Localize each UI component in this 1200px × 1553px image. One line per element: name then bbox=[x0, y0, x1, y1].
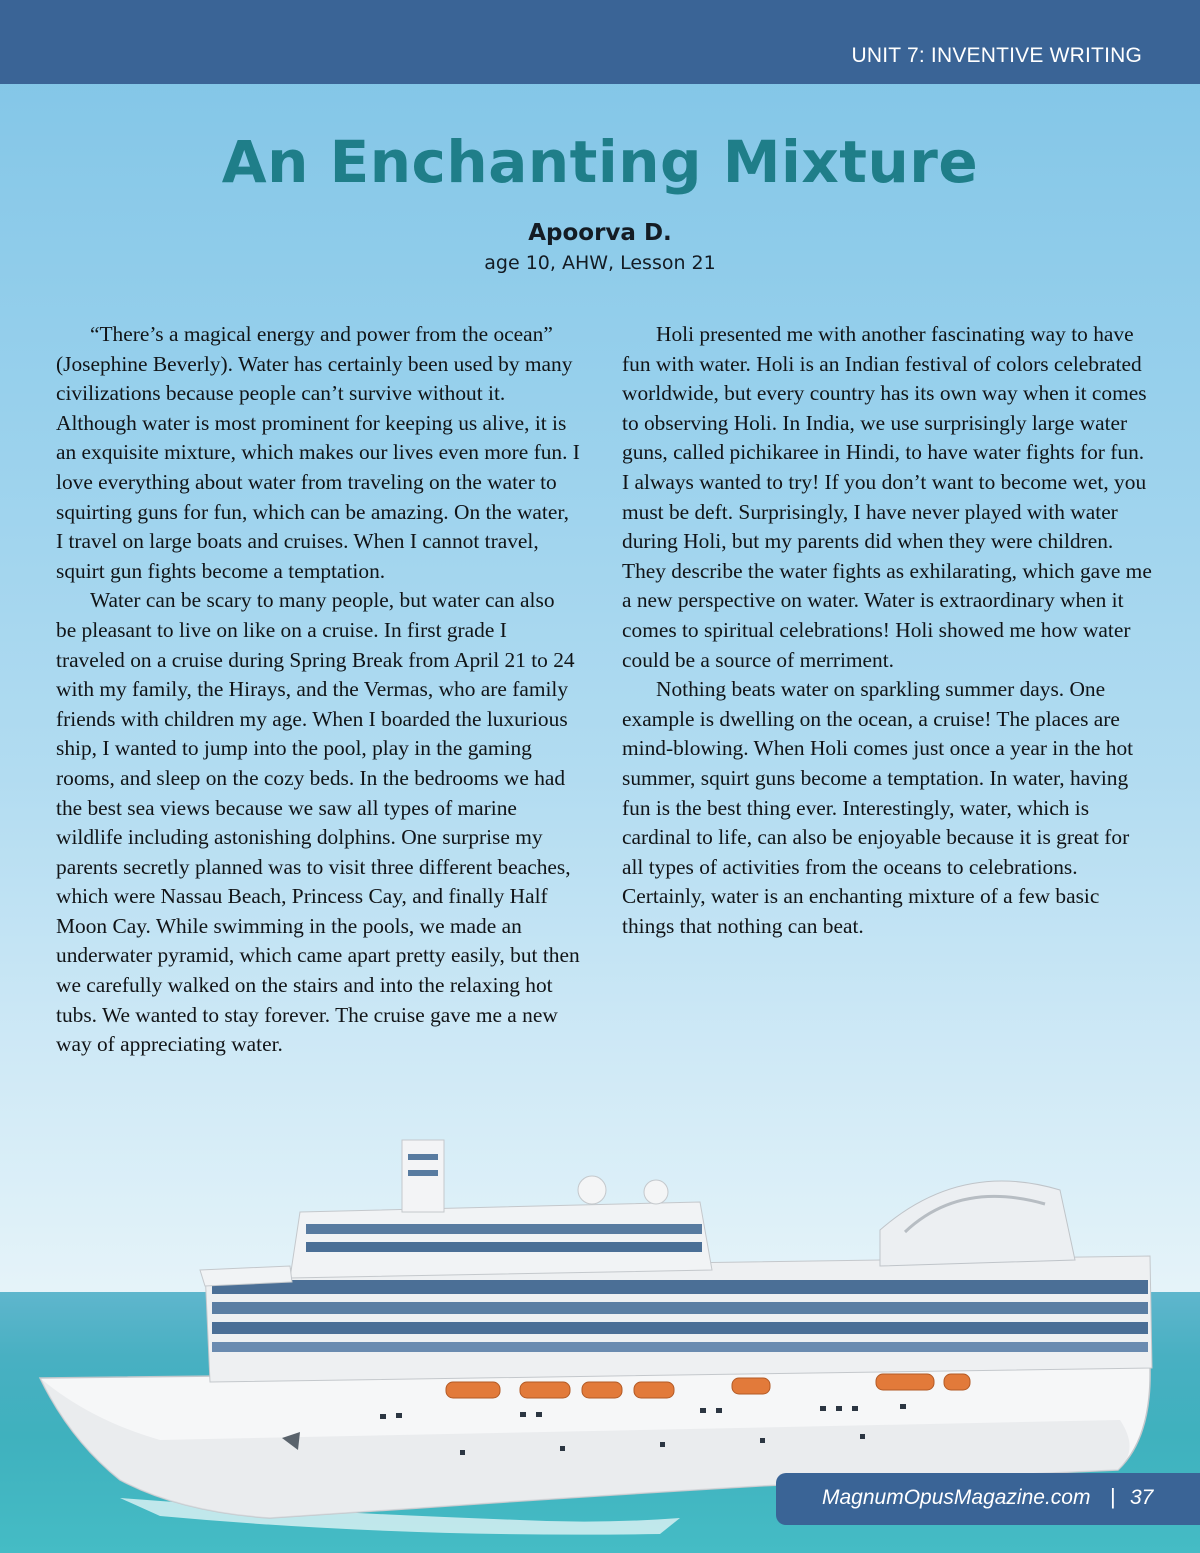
footer-website[interactable]: MagnumOpusMagazine.com bbox=[822, 1486, 1091, 1509]
paragraph-3: Holi presented me with another fascinating way to have fun with water. Holi is an Indian festival of colors celebrated worldwide, but every country has its own way when it comes to observing Holi. In India, we use surprisingly large water guns, called pichikaree in Hindi, to have water fights for fun. I always wanted to try! If you don’t want to become wet, you must be deft. Surprisingly, I have never played with water during Holi, but my parents did when they were children. They describe the water fights as exhilarating, which gave me a new perspective on water. Water is extraordinary when it comes to spiritual celebrations! Holi showed me how water could be a source of merriment. bbox=[622, 322, 1152, 672]
article-column-right bbox=[622, 320, 1152, 941]
author-meta: age 10, AHW, Lesson 21 bbox=[484, 252, 716, 274]
author-name: Apoorva D. bbox=[528, 220, 672, 246]
unit-label: UNIT 7: INVENTIVE WRITING bbox=[851, 44, 1142, 67]
top-banner bbox=[0, 0, 1200, 84]
paragraph-2: Water can be scary to many people, but water can also be pleasant to live on like on a cruise. In first grade I traveled on a cruise during Spring Break from April 21 to 24 with my family, the Hirays, and the Vermas, who are family friends with children my age. When I boarded the luxurious ship, I wanted to jump into the pool, play in the gaming rooms, and sleep on the cozy beds. In the bedrooms we had the best sea views because we saw all types of marine wildlife including astonishing dolphins. One surprise my parents secretly planned was to visit three different beaches, which were Nassau Beach, Princess Cay, and finally Half Moon Cay. While swimming in the pools, we made an underwater pyramid, which came apart pretty easily, but then we carefully walked on the stairs and into the relaxing hot tubs. We wanted to stay forever. The cruise gave me a new way of appreciating water. bbox=[56, 588, 580, 1057]
article-column-left bbox=[56, 320, 580, 1060]
page-number: 37 bbox=[1130, 1486, 1154, 1509]
footer-separator: | bbox=[1110, 1484, 1116, 1509]
article-title: An Enchanting Mixture bbox=[221, 128, 979, 196]
paragraph-1: “There’s a magical energy and power from the ocean” (Josephine Beverly). Water has certainly been used by many civilizations because people can’t survive without it. Although water is most prominent for keeping us alive, it is an exquisite mixture, which makes our lives even more fun. I love everything about water from traveling on the water to squirting guns for fun, which can be amazing. On the water, I travel on large boats and cruises. When I cannot travel, squirt gun fights become a temptation. bbox=[56, 322, 580, 583]
paragraph-4: Nothing beats water on sparkling summer days. One example is dwelling on the ocean, a cruise! The places are mind-blowing. When Holi comes just once a year in the hot summer, squirt guns become a temptation. In water, having fun is the best thing ever. Interestingly, water, which is cardinal to life, can also be enjoyable because it is great for all types of activities from the oceans to celebrations. Certainly, water is an enchanting mixture of a few basic things that nothing can beat. bbox=[622, 677, 1134, 938]
